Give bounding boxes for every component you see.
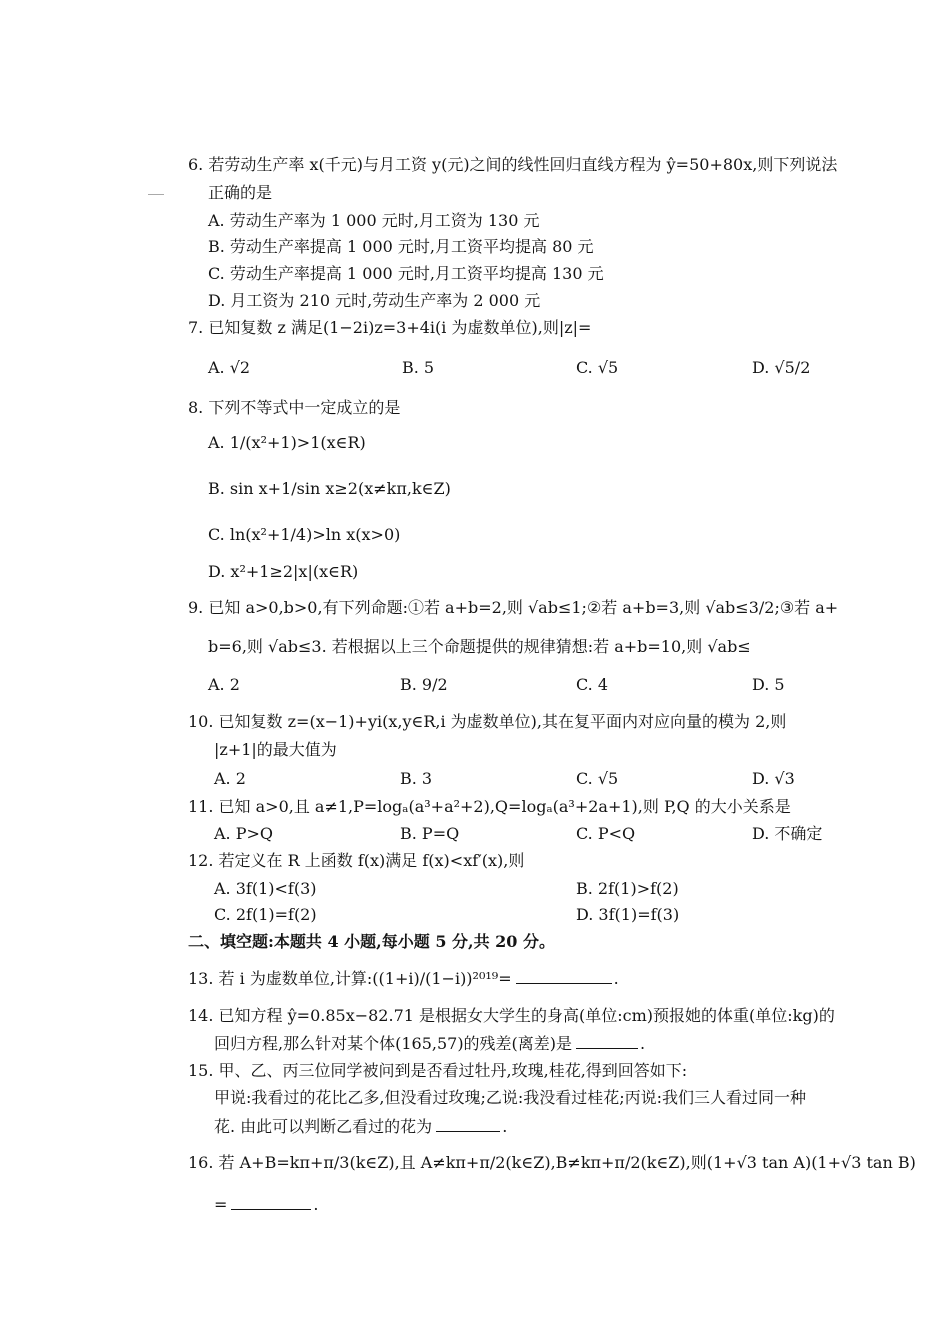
q8-stem: 8. 下列不等式中一定成立的是 <box>188 398 401 417</box>
q7-option-b: B. 5 <box>402 358 435 377</box>
q15-end: . <box>502 1117 508 1136</box>
q9-option-a: A. 2 <box>208 675 240 694</box>
q14-line2: 回归方程,那么针对某个体(165,57)的残差(离差)是 <box>214 1034 573 1053</box>
q8-option-b: B. sin x+1/sin x≥2(x≠kπ,k∈Z) <box>208 479 451 498</box>
q11-option-d: D. 不确定 <box>752 824 823 843</box>
q14-end: . <box>640 1034 646 1053</box>
q12-option-b: B. 2f(1)>f(2) <box>576 879 679 898</box>
q6-line1: 6. 若劳动生产率 x(千元)与月工资 y(元)之间的线性回归直线方程为 ŷ=50+80x,则下列说法 <box>188 155 838 174</box>
q14-line1: 14. 已知方程 ŷ=0.85x−82.71 是根据女大学生的身高(单位:cm)预报她的体重(单位:kg)的 <box>188 1006 835 1025</box>
q6-option-a: A. 劳动生产率为 1 000 元时,月工资为 130 元 <box>208 211 540 230</box>
q10-option-c: C. √5 <box>576 769 619 788</box>
q16-line1: 16. 若 A+B=kπ+π/3(k∈Z),且 A≠kπ+π/2(k∈Z),B≠kπ+π/2(k∈Z),则(1+√3 tan A)(1+√3 tan B) <box>188 1153 916 1172</box>
q10-line1: 10. 已知复数 z=(x−1)+yi(x,y∈R,i 为虚数单位),其在复平面内对应向量的模为 2,则 <box>188 712 787 731</box>
q15-line1: 15. 甲、乙、丙三位同学被问到是否看过牡丹,玫瑰,桂花,得到回答如下: <box>188 1061 688 1080</box>
q13-row <box>188 967 619 990</box>
q6-option-d: D. 月工资为 210 元时,劳动生产率为 2 000 元 <box>208 291 541 310</box>
q9-line1: 9. 已知 a>0,b>0,有下列命题:①若 a+b=2,则 √ab≤1;②若 a+b=3,则 √ab≤3/2;③若 a+ <box>188 598 839 617</box>
q15-answer-blank[interactable] <box>436 1115 500 1132</box>
section-heading-fill-in: 二、填空题:本题共 4 小题,每小题 5 分,共 20 分。 <box>188 932 556 951</box>
q9-option-c: C. 4 <box>576 675 609 694</box>
q13-answer-blank[interactable] <box>516 967 612 984</box>
q6-line2: 正确的是 <box>208 183 273 202</box>
q16-row2 <box>214 1193 319 1216</box>
q11-option-b: B. P=Q <box>400 824 460 843</box>
q8-option-d: D. x²+1≥2|x|(x∈R) <box>208 562 359 581</box>
q7-stem: 7. 已知复数 z 满足(1−2i)z=3+4i(i 为虚数单位),则|z|= <box>188 318 592 337</box>
q10-option-a: A. 2 <box>214 769 246 788</box>
q11-option-a: A. P>Q <box>214 824 274 843</box>
q13-stem: 13. 若 i 为虚数单位,计算:((1+i)/(1−i))²⁰¹⁹= <box>188 969 512 988</box>
q11-stem: 11. 已知 a>0,且 a≠1,P=logₐ(a³+a²+2),Q=logₐ(a³+2a+1),则 P,Q 的大小关系是 <box>188 797 791 816</box>
q15-row3 <box>214 1115 507 1138</box>
q7-option-c: C. √5 <box>576 358 619 377</box>
q12-option-d: D. 3f(1)=f(3) <box>576 905 680 924</box>
q12-stem: 12. 若定义在 R 上函数 f(x)满足 f(x)<xf′(x),则 <box>188 851 525 870</box>
q12-option-a: A. 3f(1)<f(3) <box>214 879 317 898</box>
q14-answer-blank[interactable] <box>576 1032 638 1049</box>
q13-end: . <box>613 969 619 988</box>
q7-option-a: A. √2 <box>208 358 251 377</box>
q9-line2: b=6,则 √ab≤3. 若根据以上三个命题提供的规律猜想:若 a+b=10,则 √ab≤ <box>208 637 751 656</box>
q16-line2: = <box>214 1195 228 1214</box>
q9-option-d: D. 5 <box>752 675 785 694</box>
q7-option-d: D. √5/2 <box>752 358 811 377</box>
q12-option-c: C. 2f(1)=f(2) <box>214 905 317 924</box>
q11-option-c: C. P<Q <box>576 824 636 843</box>
q15-line3: 花. 由此可以判断乙看过的花为 <box>214 1117 433 1136</box>
q16-answer-blank[interactable] <box>231 1193 311 1210</box>
q9-option-b: B. 9/2 <box>400 675 448 694</box>
q10-line2: |z+1|的最大值为 <box>214 740 337 759</box>
q15-line2: 甲说:我看过的花比乙多,但没看过玫瑰;乙说:我没看过桂花;丙说:我们三人看过同一种 <box>214 1088 807 1107</box>
q10-option-d: D. √3 <box>752 769 795 788</box>
q8-option-c: C. ln(x²+1/4)>ln x(x>0) <box>208 525 401 544</box>
q14-row2 <box>214 1032 645 1055</box>
q10-option-b: B. 3 <box>400 769 433 788</box>
q6-option-b: B. 劳动生产率提高 1 000 元时,月工资平均提高 80 元 <box>208 237 594 256</box>
margin-mark <box>148 194 164 195</box>
q16-end: . <box>313 1195 319 1214</box>
q8-option-a: A. 1/(x²+1)>1(x∈R) <box>208 433 366 452</box>
q6-option-c: C. 劳动生产率提高 1 000 元时,月工资平均提高 130 元 <box>208 264 604 283</box>
